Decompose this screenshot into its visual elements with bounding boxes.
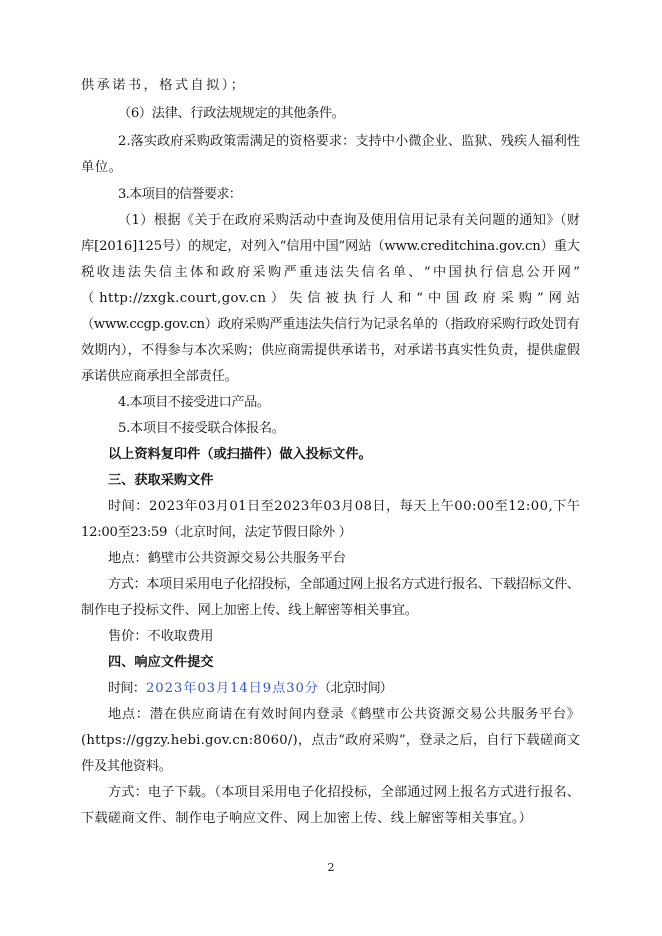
text-line: 效期内），不得参与本次采购；供应商需提供承诺书，对承诺书真实性负责，提供虚假: [81, 343, 581, 358]
text-line: （北京时间）: [318, 681, 393, 696]
deadline-time: 2023年03月14日9点30分: [146, 681, 319, 696]
text-line: 以上资料复印件（或扫描件）做入投标文件。: [108, 447, 372, 462]
text-line: 承诺供应商承担全部责任。: [81, 369, 238, 384]
text-line: 方式：本项目采用电子化招投标，全部通过网上报名方式进行报名、下载招标文件、: [108, 577, 580, 592]
text-line: （6）法律、行政法规规定的其他条件。: [118, 106, 345, 121]
text-line: （1）根据《关于在政府采购活动中查询及使用信用记录有关问题的通知》（财: [118, 213, 581, 228]
text-line: 件及其他资料。: [81, 759, 172, 774]
text-line: 库[2016]125号）的规定，对列入“信用中国”网站（www.creditchina.gov.cn）重大: [81, 239, 580, 254]
text-line: 地点：潜在供应商请在有效时间内登录《鹤壁市公共资源交易公共服务平台》: [108, 707, 581, 722]
text-line: 2.落实政府采购政策需满足的资格要求：支持中小微企业、监狱、残疾人福利性: [118, 134, 581, 149]
text-line: 4.本项目不接受进口产品。: [118, 395, 270, 410]
text-line: 12:00至23:59（北京时间，法定节假日除外 ）: [81, 525, 352, 540]
section-heading: 四、响应文件提交: [108, 655, 214, 670]
text-line: 制作电子投标文件、网上加密上传、线上解密等相关事宜。: [81, 603, 418, 618]
text-line: 方式：电子下载。（本项目采用电子化招投标，全部通过网上报名方式进行报名、: [108, 785, 581, 800]
text-line: 税收违法失信主体和政府采购严重违法失信名单、“中国执行信息公开网”: [81, 265, 583, 280]
text-line: （www.ccgp.gov.cn）政府采购严重违法失信行为记录名单的（指政府采购行政处罚有: [81, 317, 580, 332]
text-line: 下载磋商文件、制作电子响应文件、网上加密上传、线上解密等相关事宜。）: [81, 811, 533, 826]
text-line: 5.本项目不接受联合体报名。: [118, 421, 285, 436]
text-line: 3.本项目的信誉要求：: [118, 187, 242, 202]
text-line: 售价：不收取费用: [108, 629, 214, 644]
text-line: (https://ggzy.hebi.gov.cn:8060/)，点击“政府采购”，登录之后，自行下载磋商文: [81, 733, 581, 748]
text-line: 供承诺书，格式自拟）；: [81, 78, 247, 93]
text-line: 时间：2023年03月01日至2023年03月08日，每天上午00:00至12:00,下午: [108, 499, 581, 514]
text-line: （ http://zxgk.court,gov.cn ） 失 信 被 执 行 人 和 “ 中 国 政 府 采 购 ” 网 站: [81, 291, 581, 306]
text-line: 地点：鹤壁市公共资源交易公共服务平台: [108, 551, 347, 566]
text-line: 时间：: [108, 681, 146, 696]
section-heading: 三、获取采购文件: [108, 473, 214, 488]
page-number: 2: [327, 861, 335, 874]
text-line: 单位。: [81, 160, 123, 175]
